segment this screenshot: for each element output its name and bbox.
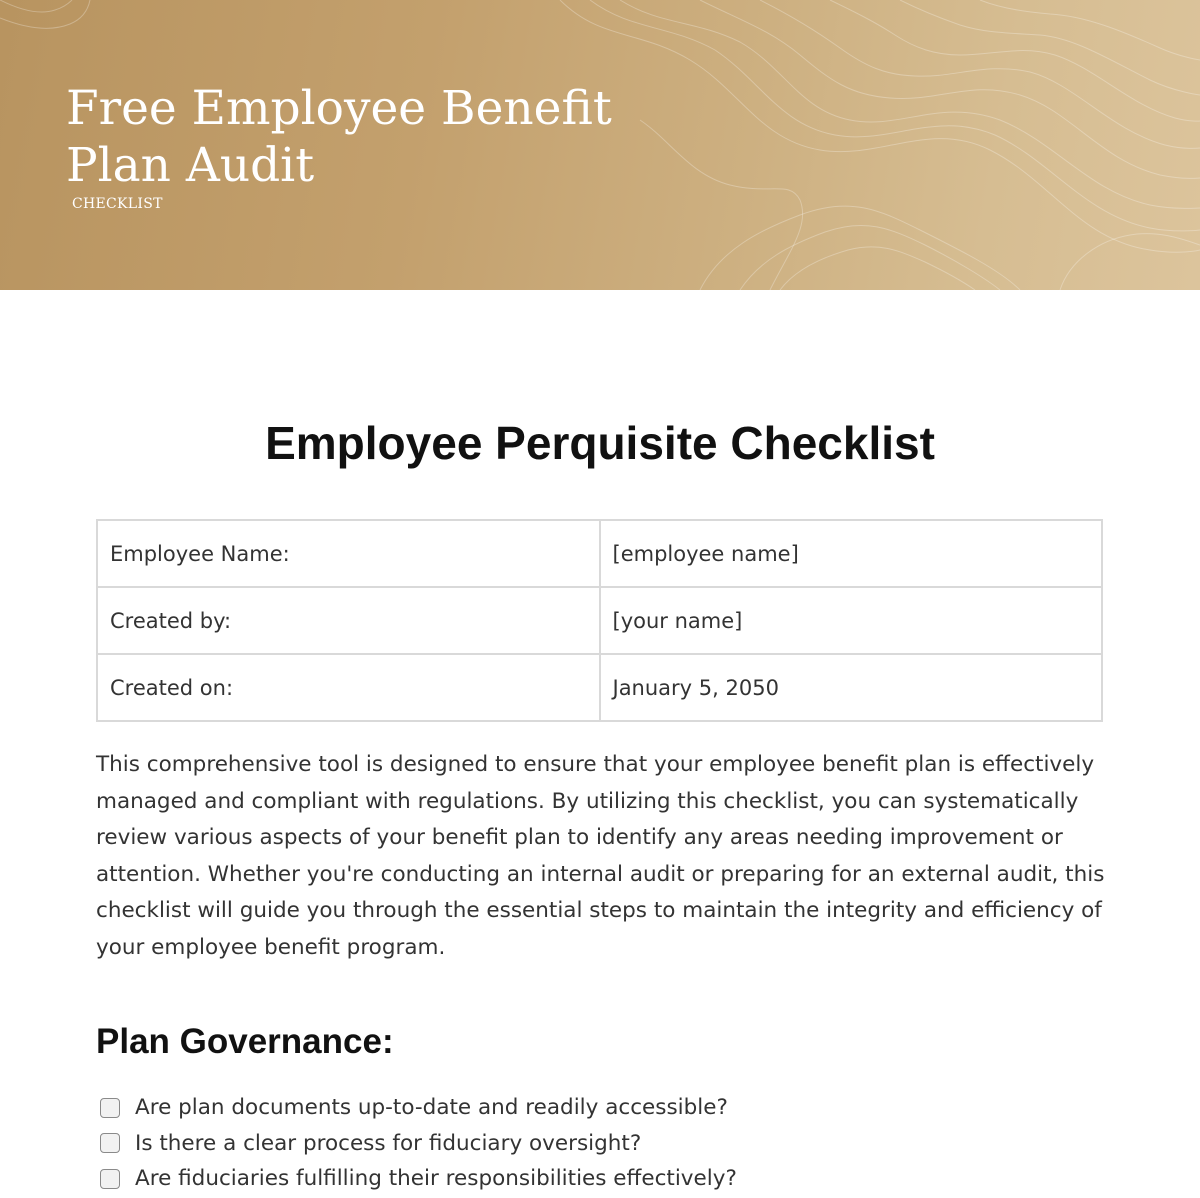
employee-name-value[interactable]: [employee name]: [600, 520, 1103, 587]
employee-name-label: Employee Name:: [97, 520, 600, 587]
created-by-label: Created by:: [97, 587, 600, 654]
checklist-item-text: Are plan documents up-to-date and readily accessible?: [135, 1095, 728, 1121]
checklist: [100, 1090, 737, 1197]
list-item: [100, 1090, 737, 1126]
banner-subtitle: CHECKLIST: [72, 196, 163, 212]
created-by-value[interactable]: [your name]: [600, 587, 1103, 654]
section-heading-plan-governance: Plan Governance:: [96, 1022, 394, 1061]
info-table: [96, 519, 1103, 722]
checkbox-icon[interactable]: [100, 1098, 120, 1118]
page-title: Employee Perquisite Checklist: [265, 417, 935, 469]
table-row: [97, 520, 1102, 587]
intro-paragraph: This comprehensive tool is designed to ensure that your employee benefit plan is effectively managed and compliant with regulations. By utilizing this checklist, you can systematically review various aspects of your benefit plan to identify any areas needing improvement or attention. Whether you're conducting an internal audit or preparing for an external audit, this checklist will guide you through the essential steps to maintain the integrity and efficiency of your employee benefit program.: [96, 752, 1105, 960]
checklist-item-text: Is there a clear process for fiduciary oversight?: [135, 1130, 642, 1156]
checkbox-icon[interactable]: [100, 1169, 120, 1189]
table-row: [97, 654, 1102, 721]
list-item: [100, 1161, 737, 1197]
checklist-item-text: Are fiduciaries fulfilling their responsibilities effectively?: [135, 1166, 737, 1192]
header-banner: [0, 0, 1200, 290]
checkbox-icon[interactable]: [100, 1133, 120, 1153]
list-item: [100, 1126, 737, 1162]
banner-title: Free Employee Benefit Plan Audit: [66, 81, 612, 193]
table-row: [97, 587, 1102, 654]
created-on-value[interactable]: January 5, 2050: [600, 654, 1103, 721]
created-on-label: Created on:: [97, 654, 600, 721]
